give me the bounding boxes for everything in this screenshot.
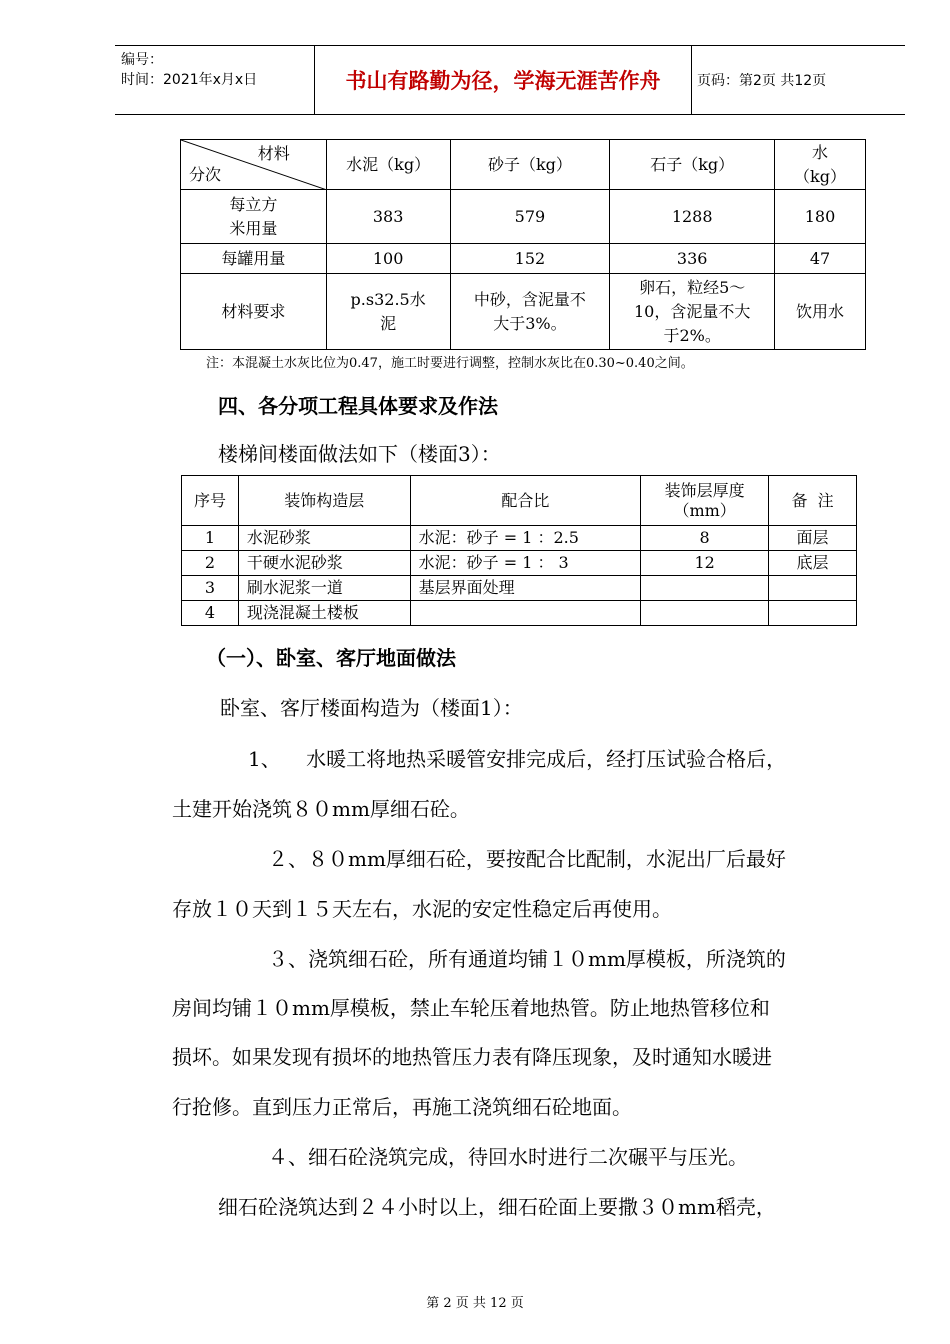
cell: 饮用水 (775, 274, 866, 350)
cell: 4 (182, 601, 239, 626)
cell: 刷水泥浆一道 (238, 576, 410, 601)
cell: 180 (775, 190, 866, 244)
cell: 100 (326, 244, 450, 274)
cell: 中砂，含泥量不 大于3%。 (450, 274, 610, 350)
paragraph-5: 细石砼浇筑达到２４小时以上，细石砼面上要撒３０mm稻壳， (218, 1195, 776, 1219)
cell: 336 (610, 244, 775, 274)
row-label: 材料要求 (181, 274, 327, 350)
table-note: 注：本混凝土水灰比位为0.47，施工时要进行调整，控制水灰比在0.30~0.40之间。 (206, 356, 694, 371)
cell: 水泥：砂子 = 1 ：2.5 (410, 526, 641, 551)
cell: 383 (326, 190, 450, 244)
cell: 47 (775, 244, 866, 274)
row-label: 每罐用量 (181, 244, 327, 274)
bedroom-intro: 卧室、客厅楼面构造为（楼面1）： (220, 696, 523, 720)
cell: 1288 (610, 190, 775, 244)
cell: 面层 (769, 526, 857, 551)
corner-bottom: 分次 (189, 165, 222, 184)
paragraph-2-line-1: ２、８０mm厚细石砼，要按配合比配制，水泥出厂后最好 (268, 847, 786, 871)
cell: 2 (182, 551, 239, 576)
header-ratio: 配合比 (410, 476, 641, 526)
cell: 3 (182, 576, 239, 601)
page-footer: 第 2 页 共 12 页 (426, 1296, 524, 1311)
subsection-1-title: （一）、卧室、客厅地面做法 (206, 646, 456, 670)
paragraph-3-line-2: 房间均铺１０mm厚模板，禁止车轮压着地热管。防止地热管移位和 (172, 996, 770, 1020)
paragraph-4: ４、细石砼浇筑完成，待回水时进行二次碾平与压光。 (268, 1145, 748, 1169)
layer-table (181, 475, 857, 626)
cell (641, 576, 769, 601)
col-cement: 水泥（kg） (326, 140, 450, 190)
paragraph-3-line-4: 行抢修。直到压力正常后，再施工浇筑细石砼地面。 (172, 1095, 632, 1119)
header-motto: 书山有路勤为径，学海无涯苦作舟 (315, 46, 692, 114)
header-no: 序号 (182, 476, 239, 526)
header-remark: 备 注 (769, 476, 857, 526)
cell: 8 (641, 526, 769, 551)
cell: 基层界面处理 (410, 576, 641, 601)
cell: 底层 (769, 551, 857, 576)
time-label: 时间：2021年x月x日 (121, 72, 258, 88)
section-4-title: 四、各分项工程具体要求及作法 (218, 394, 498, 418)
header-layer: 装饰构造层 (238, 476, 410, 526)
page-header (115, 45, 905, 115)
cell (769, 601, 857, 626)
col-stone: 石子（kg） (610, 140, 775, 190)
cell: 1 (182, 526, 239, 551)
cell: p.s32.5水 泥 (326, 274, 450, 350)
paragraph-2-line-2: 存放１０天到１５天左右，水泥的安定性稳定后再使用。 (172, 897, 672, 921)
col-sand: 砂子（kg） (450, 140, 610, 190)
cell: 152 (450, 244, 610, 274)
row-label: 每立方 米用量 (181, 190, 327, 244)
cell: 579 (450, 190, 610, 244)
cell (641, 601, 769, 626)
paragraph-3-line-3: 损坏。如果发现有损坏的地热管压力表有降压现象，及时通知水暖进 (172, 1045, 772, 1069)
paragraph-3-line-1: ３、浇筑细石砼，所有通道均铺１０mm厚模板，所浇筑的 (268, 947, 786, 971)
cell: 水泥砂浆 (238, 526, 410, 551)
corner-top: 材料 (257, 144, 290, 163)
cell: 现浇混凝土楼板 (238, 601, 410, 626)
header-meta (115, 46, 315, 114)
paragraph-1-line-1: 1、 水暖工将地热采暖管安排完成后，经打压试验合格后， (248, 747, 787, 771)
header-page: 页码：第2页 共12页 (697, 73, 827, 89)
header-thickness: 装饰层厚度 （mm） (641, 476, 769, 526)
number-label: 编号： (121, 52, 163, 68)
cell (769, 576, 857, 601)
corner-cell (181, 140, 327, 190)
cell: 12 (641, 551, 769, 576)
mix-table (180, 139, 866, 350)
cell: 干硬水泥砂浆 (238, 551, 410, 576)
cell: 水泥：砂子 = 1 ： 3 (410, 551, 641, 576)
paragraph-1-line-2: 土建开始浇筑８０mm厚细石砼。 (172, 797, 470, 821)
col-water: 水 （kg） (775, 140, 866, 190)
cell (410, 601, 641, 626)
stair-intro: 楼梯间楼面做法如下（楼面3）： (218, 442, 501, 466)
cell: 卵石，粒经5～ 10，含泥量不大 于2%。 (610, 274, 775, 350)
